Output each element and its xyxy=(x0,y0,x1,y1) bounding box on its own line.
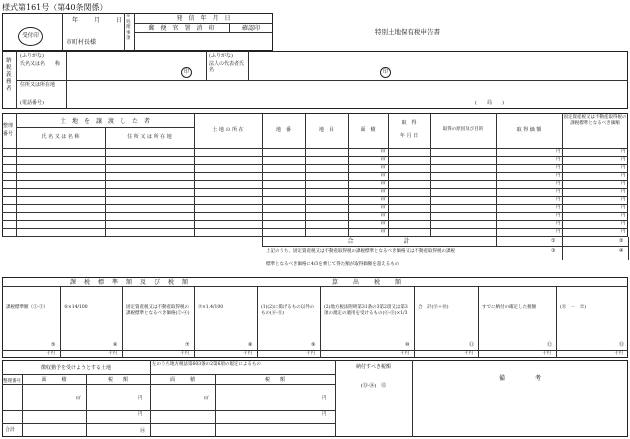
unit-yen: 円 xyxy=(621,149,626,154)
transferee-address-header: 住 所 又 は 所 在 地 xyxy=(127,134,172,140)
calc-cell-mark: ⑫ xyxy=(547,342,553,348)
calc-cell-text: ⑦×1.4/100 xyxy=(198,305,224,310)
unit-yen: 円 xyxy=(621,229,626,234)
unit-area: ㎡ xyxy=(381,181,386,186)
unit-yen: 円 xyxy=(556,189,561,194)
seq-header: 整理番号 xyxy=(3,123,14,137)
note-line-2: 標準となるべき価格に4/3を乗じて得た額が取得価額を超えるもの xyxy=(266,262,400,267)
office-side-label: ※処理事項 xyxy=(126,14,131,41)
unit-area: ㎡ xyxy=(381,221,386,226)
col-acquired-date: 年 月 日 xyxy=(399,133,419,139)
address-label: 住所又は所在地 xyxy=(20,82,56,88)
mark-14: ⑭ xyxy=(140,428,146,434)
calc-cell-mark: ⑤ xyxy=(51,342,56,348)
calc-cell-text: (1)(2)に掲げるもの以外のもの(⑥-⑧) xyxy=(261,305,315,316)
unit-yen: 円 xyxy=(556,157,561,162)
bottom-unit-area: ㎡ xyxy=(76,396,81,401)
calc-unit: 千円 xyxy=(306,351,315,356)
taxpayer-label: 納税義務者 xyxy=(6,58,12,92)
calc-header-left: 課 税 標 準 額 及 び 税 額 xyxy=(69,279,189,286)
bottom-total-label: 合計 xyxy=(5,427,16,433)
office-header-date: 発 信 年 月 日 xyxy=(176,15,231,22)
unit-area: ㎡ xyxy=(381,165,386,170)
bottom-seq-header: 整理番号 xyxy=(3,379,21,384)
unit-yen: 円 xyxy=(556,213,561,218)
unit-area: ㎡ xyxy=(381,189,386,194)
unit-yen: 円 xyxy=(621,181,626,186)
col-location: 土 地 の 所 在 xyxy=(212,127,244,133)
calc-cell-mark: ⑥ xyxy=(113,342,118,348)
bottom-unit-yen: 円 xyxy=(138,396,143,401)
bottom-area2-header: 面 積 xyxy=(169,377,195,383)
calc-cell-mark: ⑩ xyxy=(405,342,410,348)
mark-3: ③ xyxy=(551,248,556,254)
phone-label: (電話番号) xyxy=(20,100,44,106)
unit-area: ㎡ xyxy=(381,205,386,210)
calc-unit: 千円 xyxy=(400,351,409,356)
transferee-name-header: 氏 名 又 は 名 称 xyxy=(41,134,80,140)
unit-yen: 円 xyxy=(621,165,626,170)
mark-2: ② xyxy=(619,238,624,244)
tax-due-formula: (⑬-⑭) ⑮ xyxy=(360,383,387,389)
office-header-postmark: 郵 便 官 署 消 印 xyxy=(148,25,215,32)
bottom-area-header: 面 積 xyxy=(41,377,67,383)
col-category: 地 目 xyxy=(318,127,334,133)
bottom-unit-yen2: 円 xyxy=(322,396,327,401)
calc-cell-text: ⑤×14/100 xyxy=(64,305,88,310)
col-lot: 地 番 xyxy=(275,127,291,133)
unit-yen: 円 xyxy=(621,173,626,178)
unit-yen: 円 xyxy=(621,197,626,202)
bottom-tax-header: 税 額 xyxy=(107,377,128,383)
total-label: 合 計 xyxy=(347,238,411,245)
row-divider xyxy=(2,188,628,189)
row-divider xyxy=(2,220,628,221)
addressee: 市町村長様 xyxy=(66,39,97,46)
row-divider xyxy=(2,156,628,157)
form-name: 特別土地保有税申告書 xyxy=(375,28,440,36)
unit-yen: 円 xyxy=(621,157,626,162)
calc-cell-text: 合 計(⑨＋⑩) xyxy=(418,305,449,310)
calc-divider xyxy=(414,286,415,358)
calc-cell-mark: ⑨ xyxy=(311,342,316,348)
bottom-unit-area2: ㎡ xyxy=(204,396,209,401)
name-label: 氏名又は名 称 xyxy=(20,61,61,67)
unit-yen: 円 xyxy=(556,181,561,186)
calc-header-right: 算 出 税 額 xyxy=(331,279,402,286)
provision-header: 左のうち地方税法第603条の2第6項の規定によるもの xyxy=(152,362,261,367)
furigana-rep-label: (ふりがな) xyxy=(209,53,233,59)
unit-yen: 円 xyxy=(556,173,561,178)
calc-unit: 千円 xyxy=(180,351,189,356)
land-header: 徴収猶予を受けようとする土地 xyxy=(40,365,111,371)
row-divider xyxy=(2,172,628,173)
tax-due-header: 納付すべき税額 xyxy=(356,364,391,370)
col-assessed-value: 固定資産税又は不動産取得税の課税標準となるべき価額 xyxy=(563,115,627,126)
row-divider xyxy=(2,196,628,197)
unit-yen: 円 xyxy=(556,165,561,170)
calc-cell-mark: ⑧ xyxy=(248,342,253,348)
calc-cell-text: すでに納付の確定した税額 xyxy=(482,305,537,310)
unit-yen: 円 xyxy=(621,221,626,226)
unit-yen: 円 xyxy=(621,189,626,194)
unit-area: ㎡ xyxy=(381,197,386,202)
calc-cell-mark: ⑪ xyxy=(469,342,475,348)
calc-cell-text: (2)地方税法附則第31条の3第2項又は第3項の規定の適用を受けるもの(⑥-⑧)×1/3 xyxy=(324,305,408,316)
calc-divider xyxy=(556,286,557,358)
form-number-title: 様式第161号（第40条関係） xyxy=(2,3,108,12)
calc-unit: 千円 xyxy=(464,351,473,356)
calc-divider xyxy=(194,286,195,358)
bottom-table xyxy=(2,360,628,437)
unit-area: ㎡ xyxy=(381,213,386,218)
col-price: 取 得 価 額 xyxy=(516,127,542,133)
unit-area: ㎡ xyxy=(381,157,386,162)
date-label: 年 月 日 xyxy=(72,17,128,24)
calc-cell-mark: ⑦ xyxy=(185,342,190,348)
calc-unit: 千円 xyxy=(542,351,551,356)
calc-cell-text: (⑪ － ⑫) xyxy=(560,305,587,310)
calc-cell-mark: ⑬ xyxy=(619,342,625,348)
row-divider xyxy=(2,204,628,205)
receipt-stamp: 受付印 xyxy=(18,27,43,46)
unit-yen: 円 xyxy=(621,213,626,218)
bottom-tax2-header: 税 額 xyxy=(264,377,285,383)
mark-1: ① xyxy=(551,238,556,244)
calc-divider xyxy=(320,286,321,358)
unit-yen: 円 xyxy=(556,205,561,210)
unit-yen: 円 xyxy=(621,205,626,210)
calc-divider xyxy=(60,286,61,358)
unit-yen: 円 xyxy=(556,149,561,154)
calc-cell-text: 固定資産税又は不動産取得税の課税標準となるべき価格(②-④) xyxy=(126,305,190,316)
unit-yen: 円 xyxy=(556,229,561,234)
calc-unit: 千円 xyxy=(108,351,117,356)
seal-mark-2: 印 xyxy=(380,67,391,78)
col-area: 面 積 xyxy=(360,127,376,133)
row-divider xyxy=(2,180,628,181)
calc-unit: 千円 xyxy=(614,351,623,356)
transferee-header: 土 地 を 譲 渡 し た 者 xyxy=(59,118,150,125)
col-acquired: 取 得 xyxy=(401,120,417,126)
calc-unit: 千円 xyxy=(243,351,252,356)
seal-mark-1: 印 xyxy=(181,67,192,78)
calc-divider xyxy=(478,286,479,358)
phone-ext: ( 局 ) xyxy=(475,100,504,106)
rep-name-label: 法人の代表者氏名 xyxy=(209,61,245,73)
calc-cell-text: 課税標準額（①-③） xyxy=(6,305,49,310)
unit-yen: 円 xyxy=(556,221,561,226)
unit-yen: 円 xyxy=(556,197,561,202)
row-divider xyxy=(2,164,628,165)
calc-unit: 千円 xyxy=(46,351,55,356)
note-line-1: 上記のうち、固定資産税又は不動産取得税の課税標準となるべき価格又は不動産取得税の課税 xyxy=(266,249,455,254)
calc-divider xyxy=(257,286,258,358)
col-reason: 取得の原因及び目的 xyxy=(442,127,484,132)
row-divider xyxy=(2,212,628,213)
unit-area: ㎡ xyxy=(381,229,386,234)
calc-divider xyxy=(122,286,123,358)
remarks-header: 備 考 xyxy=(498,375,541,382)
furigana-label: (ふりがな) xyxy=(20,53,44,59)
bottom-unit-yen4: 円 xyxy=(322,412,327,417)
unit-area: ㎡ xyxy=(381,173,386,178)
office-header-confirm: 確認印 xyxy=(241,25,260,32)
row-divider xyxy=(2,228,628,229)
mark-4: ④ xyxy=(619,248,624,254)
unit-area: ㎡ xyxy=(381,149,386,154)
bottom-unit-yen3: 円 xyxy=(138,412,143,417)
